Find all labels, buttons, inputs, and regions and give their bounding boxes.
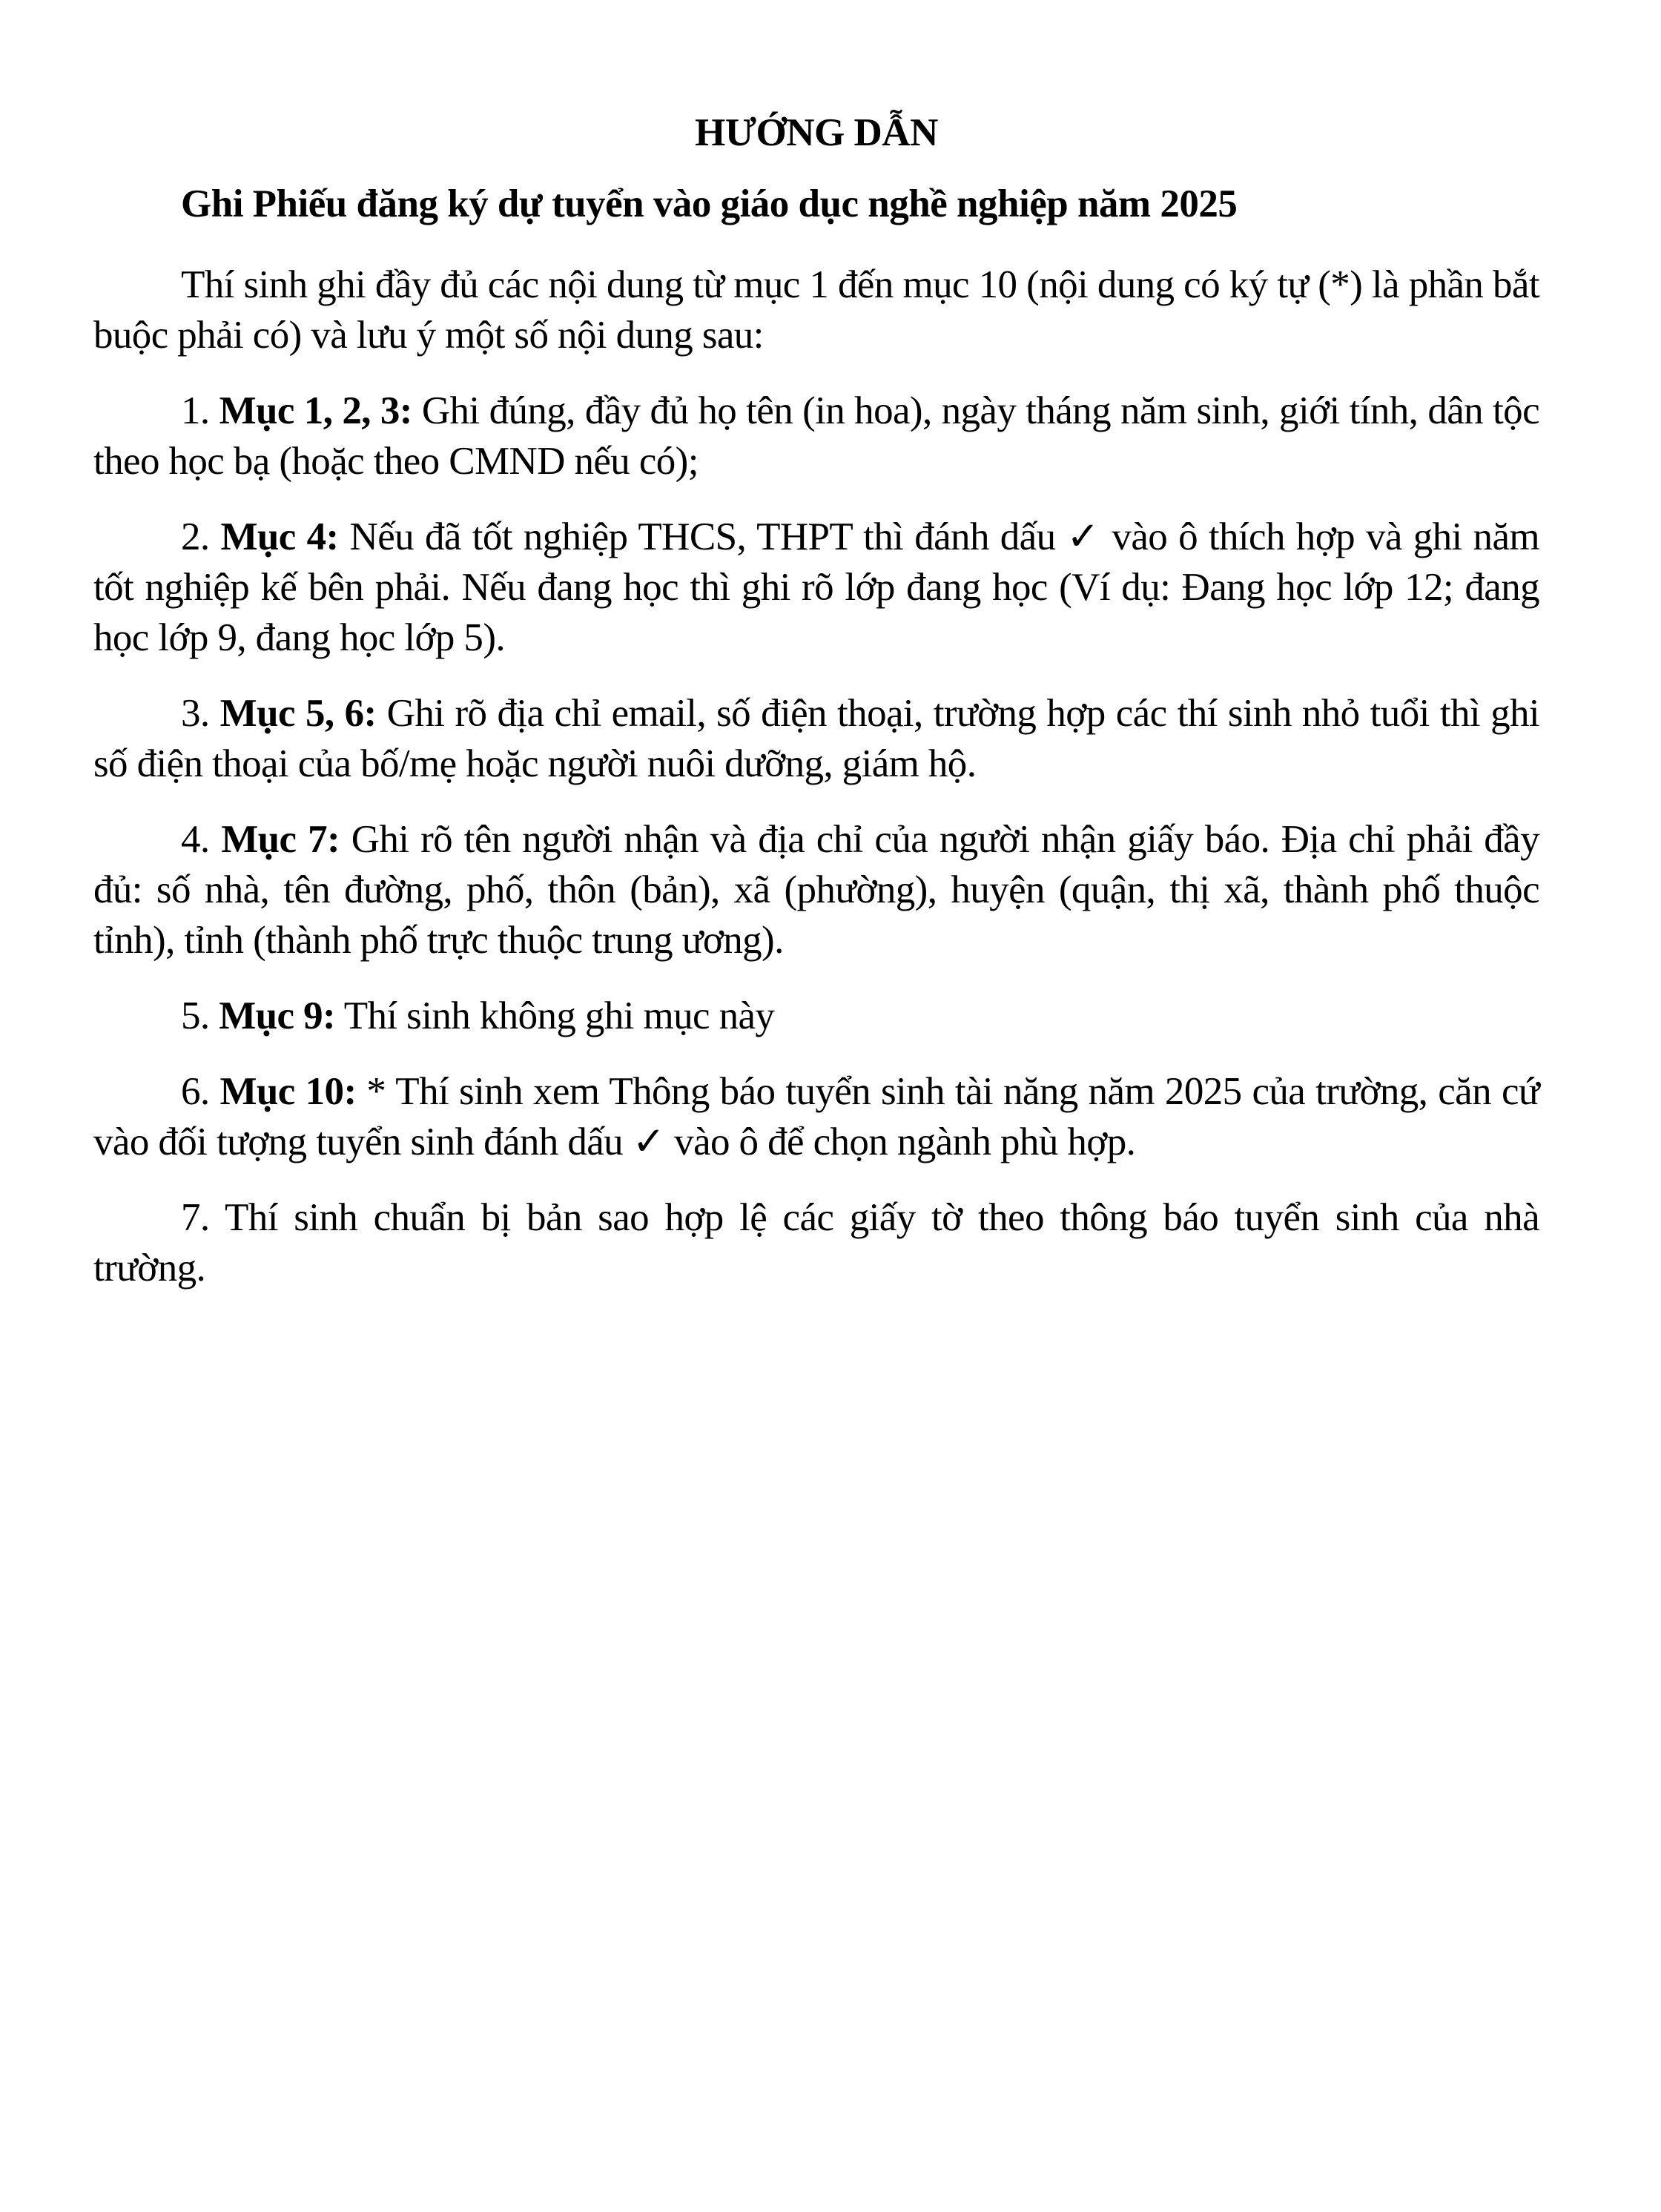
instruction-item-3 [93, 688, 1539, 789]
item-text: Thí sinh không ghi mục này [335, 994, 775, 1037]
item-number: 1. [181, 389, 219, 432]
item-number: 6. [181, 1070, 220, 1113]
item-number: 4. [181, 818, 222, 861]
item-text: * Thí sinh xem Thông báo tuyển sinh tài năng năm 2025 của trường, căn cứ vào đối tượng tuyển sinh đánh dấu ✓ vào ô để chọn ngành phù hợp. [93, 1070, 1539, 1163]
item-text: Nếu đã tốt nghiệp THCS, THPT thì đánh dấu ✓ vào ô thích hợp và ghi năm tốt nghiệp kế bên phải. Nếu đang học thì ghi rõ lớp đang học (Ví dụ: Đang học lớp 12; đang học lớp 9, đang học lớp 5). [93, 515, 1539, 659]
instruction-item-2 [93, 512, 1539, 663]
instruction-item-7: 7. Thí sinh chuẩn bị bản sao hợp lệ các giấy tờ theo thông báo tuyển sinh của nhà trường. [93, 1196, 1539, 1290]
intro-paragraph: Thí sinh ghi đầy đủ các nội dung từ mục 1 đến mục 10 (nội dung có ký tự (*) là phần bắt buộc phải có) và lưu ý một số nội dung sau: [93, 263, 1539, 357]
item-label: Mục 1, 2, 3: [219, 389, 412, 432]
instruction-item-4 [93, 814, 1539, 965]
item-number: 2. [181, 515, 221, 558]
item-label: Mục 10: [219, 1070, 357, 1113]
item-text: Ghi rõ tên người nhận và địa chỉ của người nhận giấy báo. Địa chỉ phải đầy đủ: số nhà, tên đường, phố, thôn (bản), xã (phường), huyện (quận, thị xã, thành phố thuộc tỉnh), tỉnh (thành phố trực thuộc trung ương). [93, 818, 1540, 962]
item-text: Ghi đúng, đầy đủ họ tên (in hoa), ngày tháng năm sinh, giới tính, dân tộc theo học bạ (hoặc theo CMND nếu có); [93, 389, 1540, 483]
item-label: Mục 7: [221, 818, 340, 861]
instruction-item-6 [93, 1066, 1539, 1167]
document-title: HƯỚNG DẪN [695, 111, 938, 154]
item-number: 5. [181, 994, 219, 1037]
item-label: Mục 5, 6: [219, 692, 377, 735]
document-page [93, 104, 1539, 1318]
item-text: Ghi rõ địa chỉ email, số điện thoại, trường hợp các thí sinh nhỏ tuổi thì ghi số điện thoại của bố/mẹ hoặc người nuôi dưỡng, giám hộ. [93, 692, 1539, 785]
item-number: 3. [181, 692, 220, 735]
instruction-item-1 [93, 386, 1539, 486]
item-label: Mục 9: [219, 994, 336, 1037]
document-subtitle: Ghi Phiếu đăng ký dự tuyển vào giáo dục nghề nghiệp năm 2025 [181, 182, 1238, 225]
instruction-item-5 [93, 991, 1539, 1041]
item-label: Mục 4: [220, 515, 339, 558]
